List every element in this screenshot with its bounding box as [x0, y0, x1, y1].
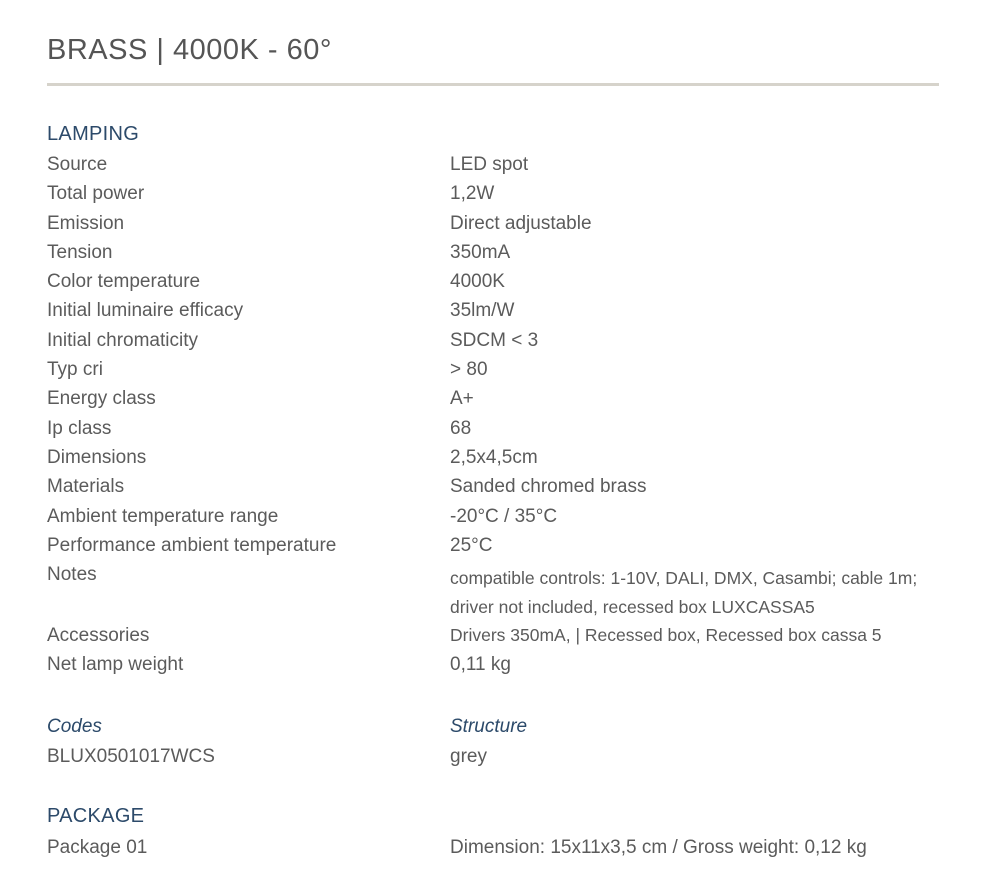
- spec-row-initial-efficacy: [47, 296, 947, 325]
- spec-value: Sanded chromed brass: [450, 476, 647, 498]
- spec-row-ambient-temperature-range: [47, 502, 947, 531]
- spec-label: Typ cri: [47, 359, 103, 381]
- spec-value: 350mA: [450, 241, 511, 263]
- spec-row-source: [47, 150, 947, 179]
- spec-row-emission: [47, 209, 947, 238]
- spec-row-total-power: [47, 179, 947, 208]
- codes-structure-block: [47, 714, 947, 772]
- spec-value: 68: [450, 417, 472, 439]
- spec-row-color-temperature: [47, 267, 947, 296]
- spec-label: Total power: [47, 183, 145, 205]
- spec-value: compatible controls: 1-10V, DALI, DMX, Casambi; cable 1m; driver not included, recessed box LUXCASSA5: [450, 568, 918, 617]
- spec-row-net-lamp-weight: [47, 650, 947, 679]
- structure-value: grey: [450, 746, 487, 767]
- spec-value: 25°C: [450, 534, 493, 556]
- spec-row-materials: [47, 472, 947, 501]
- package-heading: PACKAGE: [47, 805, 145, 827]
- spec-label: Color temperature: [47, 271, 201, 293]
- spec-row-performance-ambient-temperature: [47, 531, 947, 560]
- spec-label: Source: [47, 154, 108, 175]
- codes-heading: Codes: [47, 716, 102, 737]
- spec-row-energy-class: [47, 384, 947, 413]
- lamping-heading: LAMPING: [47, 123, 140, 145]
- spec-row-dimensions: [47, 443, 947, 472]
- spec-value: LED spot: [450, 154, 529, 175]
- spec-value: 4000K: [450, 271, 505, 293]
- spec-value: A+: [450, 388, 474, 410]
- spec-label: Accessories: [47, 625, 150, 647]
- spec-value: > 80: [450, 359, 488, 381]
- lamping-spec-table: [47, 150, 947, 680]
- spec-value: SDCM < 3: [450, 329, 539, 351]
- package-row: [47, 833, 947, 862]
- spec-row-accessories: [47, 621, 947, 650]
- spec-row-notes: [47, 560, 947, 621]
- spec-value: 0,11 kg: [450, 654, 511, 676]
- title-divider: [47, 83, 939, 86]
- spec-label: Ip class: [47, 417, 112, 439]
- spec-label: Emission: [47, 212, 125, 234]
- package-value: Dimension: 15x11x3,5 cm / Gross weight: 0,12 kg: [450, 837, 867, 858]
- spec-label: Energy class: [47, 388, 156, 410]
- page-title: BRASS | 4000K - 60°: [47, 34, 332, 66]
- spec-label: Performance ambient temperature: [47, 534, 337, 556]
- spec-value: Direct adjustable: [450, 212, 592, 234]
- spec-label: Initial luminaire efficacy: [47, 300, 244, 322]
- spec-label: Net lamp weight: [47, 654, 184, 676]
- spec-label: Ambient temperature range: [47, 505, 279, 527]
- codes-column: [47, 714, 450, 772]
- spec-label: Notes: [47, 564, 97, 586]
- spec-value: 1,2W: [450, 183, 495, 205]
- spec-row-typ-cri: [47, 355, 947, 384]
- structure-column: [450, 714, 527, 772]
- spec-label: Materials: [47, 476, 125, 498]
- structure-heading: Structure: [450, 716, 528, 737]
- product-code: BLUX0501017WCS: [47, 746, 215, 767]
- spec-row-ip-class: [47, 414, 947, 443]
- spec-label: Dimensions: [47, 446, 147, 468]
- spec-value: 2,5x4,5cm: [450, 446, 538, 468]
- spec-row-tension: [47, 238, 947, 267]
- spec-value: Drivers 350mA, | Recessed box, Recessed box cassa 5: [450, 625, 882, 646]
- spec-row-initial-chromaticity: [47, 326, 947, 355]
- spec-value: -20°C / 35°C: [450, 505, 558, 527]
- spec-value: 35lm/W: [450, 300, 515, 322]
- package-label: Package 01: [47, 837, 148, 858]
- spec-label: Tension: [47, 241, 113, 263]
- spec-label: Initial chromaticity: [47, 329, 198, 351]
